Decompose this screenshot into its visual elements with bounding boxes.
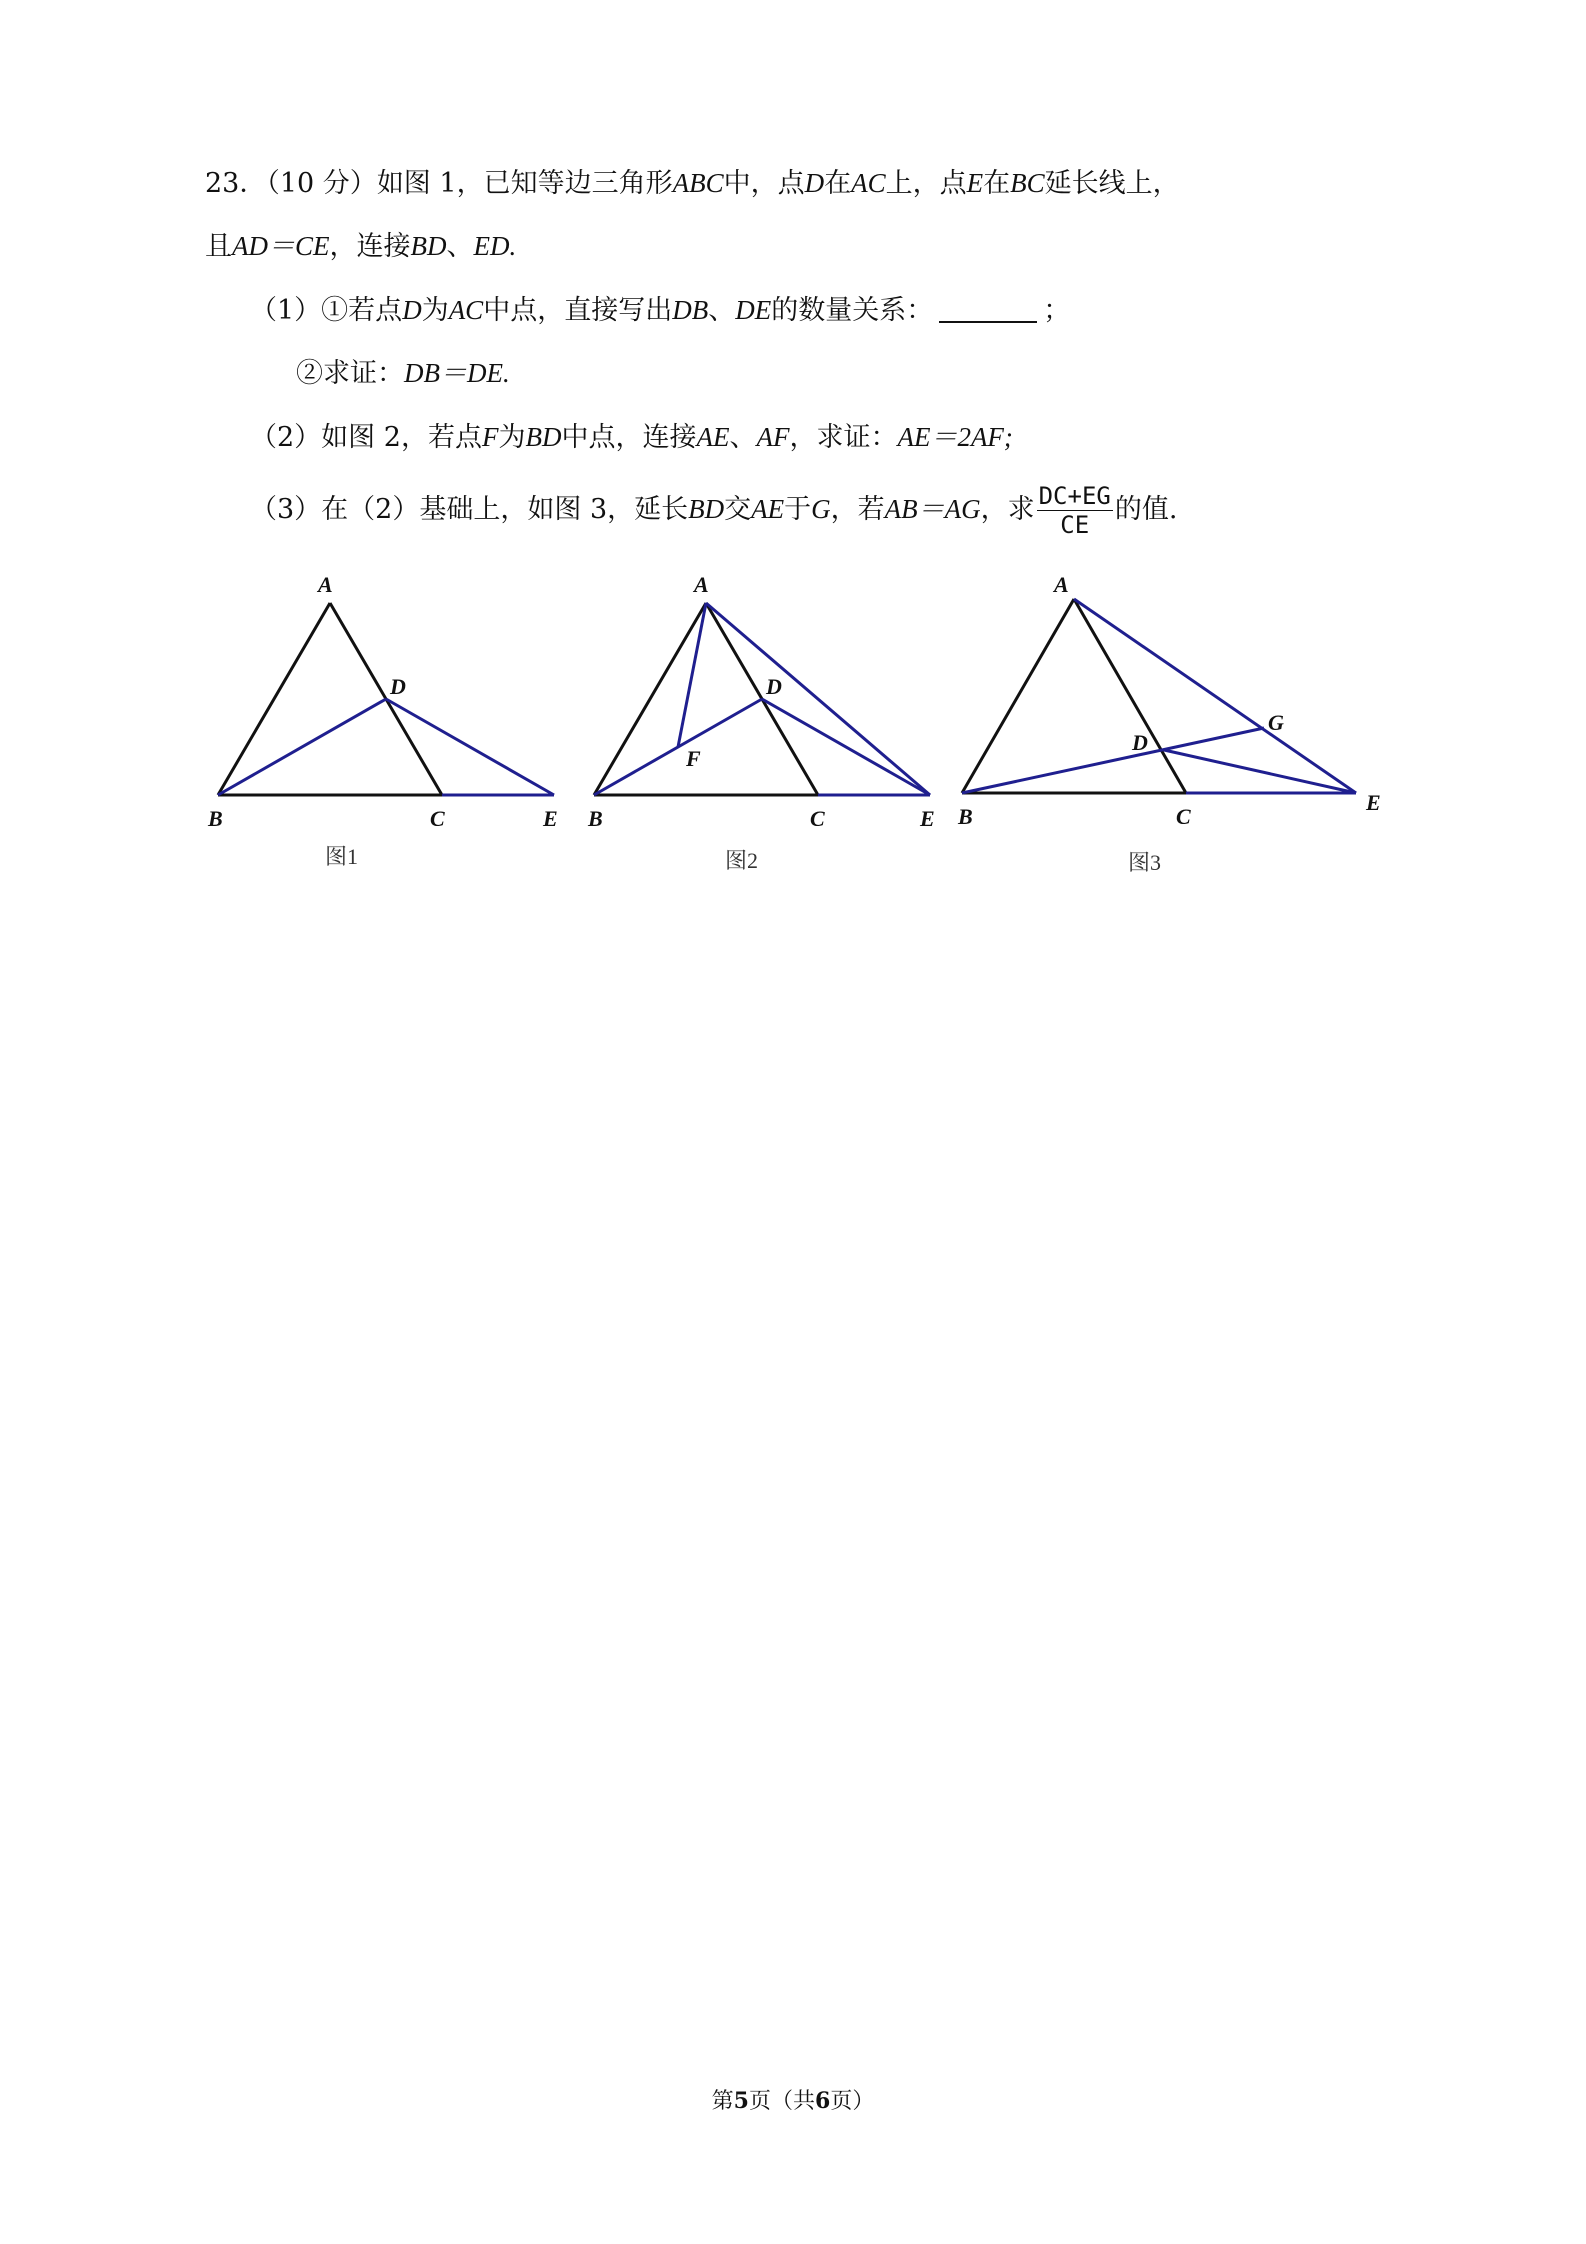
fraction-numerator: DC+EG [1038,482,1111,510]
fig2-label-f: F [686,746,701,771]
fig1-line-ab [218,603,330,795]
fig3-label-d: D [1132,730,1148,755]
question-number: 23． [205,168,267,199]
part-3-line: （3）在（2）基础上，如图 3，延长BD交AE于G，若AB＝AG，求 $\frac{DC+EG}{CE}$ 的值. [250,482,1178,539]
fig1-line-de [386,699,554,795]
page-total: 6 [815,2088,831,2114]
figure-3-caption: 图3 [1128,850,1162,875]
fig3-line-ae [1074,599,1356,793]
fig2-label-d: D [766,674,782,699]
fig1-label-c: C [430,806,445,831]
fig1-label-d: D [390,674,406,699]
fig2-line-de [762,699,930,795]
part-1-line: （1）①若点D为AC中点，直接写出DB、DE的数量关系： ； [250,295,1071,326]
fig1-label-b: B [208,806,223,831]
question-points: （10 分） [266,168,377,199]
fig1-line-bd [218,699,386,795]
figure-2-caption: 图2 [725,848,759,873]
fig2-label-c: C [810,806,825,831]
fig1-label-e: E [543,806,558,831]
page-number: 5 [733,2088,749,2114]
fig3-label-e: E [1366,790,1381,815]
fig3-label-a: A [1054,572,1069,597]
fig2-label-b: B [588,806,603,831]
figure-1-caption: 图1 [325,844,359,869]
fig3-label-g: G [1268,710,1284,735]
question-line-1: 23．（10 分）如图 1，已知等边三角形ABC中，点D在AC上，点E在BC延长线上， [205,168,1180,199]
part-2-line: （2）如图 2，若点F为BD中点，连接AE、AF，求证：AE＝2AF; [250,422,1013,453]
fraction-denominator: CE [1060,511,1090,539]
fig3-label-c: C [1176,804,1191,829]
fig3-label-b: B [958,804,973,829]
question-line-2: 且AD＝CE，连接BD、ED. [205,231,517,262]
page-footer: 第5页（共6页） [711,2088,875,2114]
fig2-line-ae [706,603,930,795]
fig2-label-e: E [920,806,935,831]
part-1b-line: ②求证：DB＝DE. [296,358,510,389]
fig3-line-bg [962,728,1264,793]
fig2-label-a: A [694,572,709,597]
figure-1-svg [0,0,1586,900]
fig1-label-a: A [318,572,333,597]
fig3-line-ab [962,599,1074,793]
